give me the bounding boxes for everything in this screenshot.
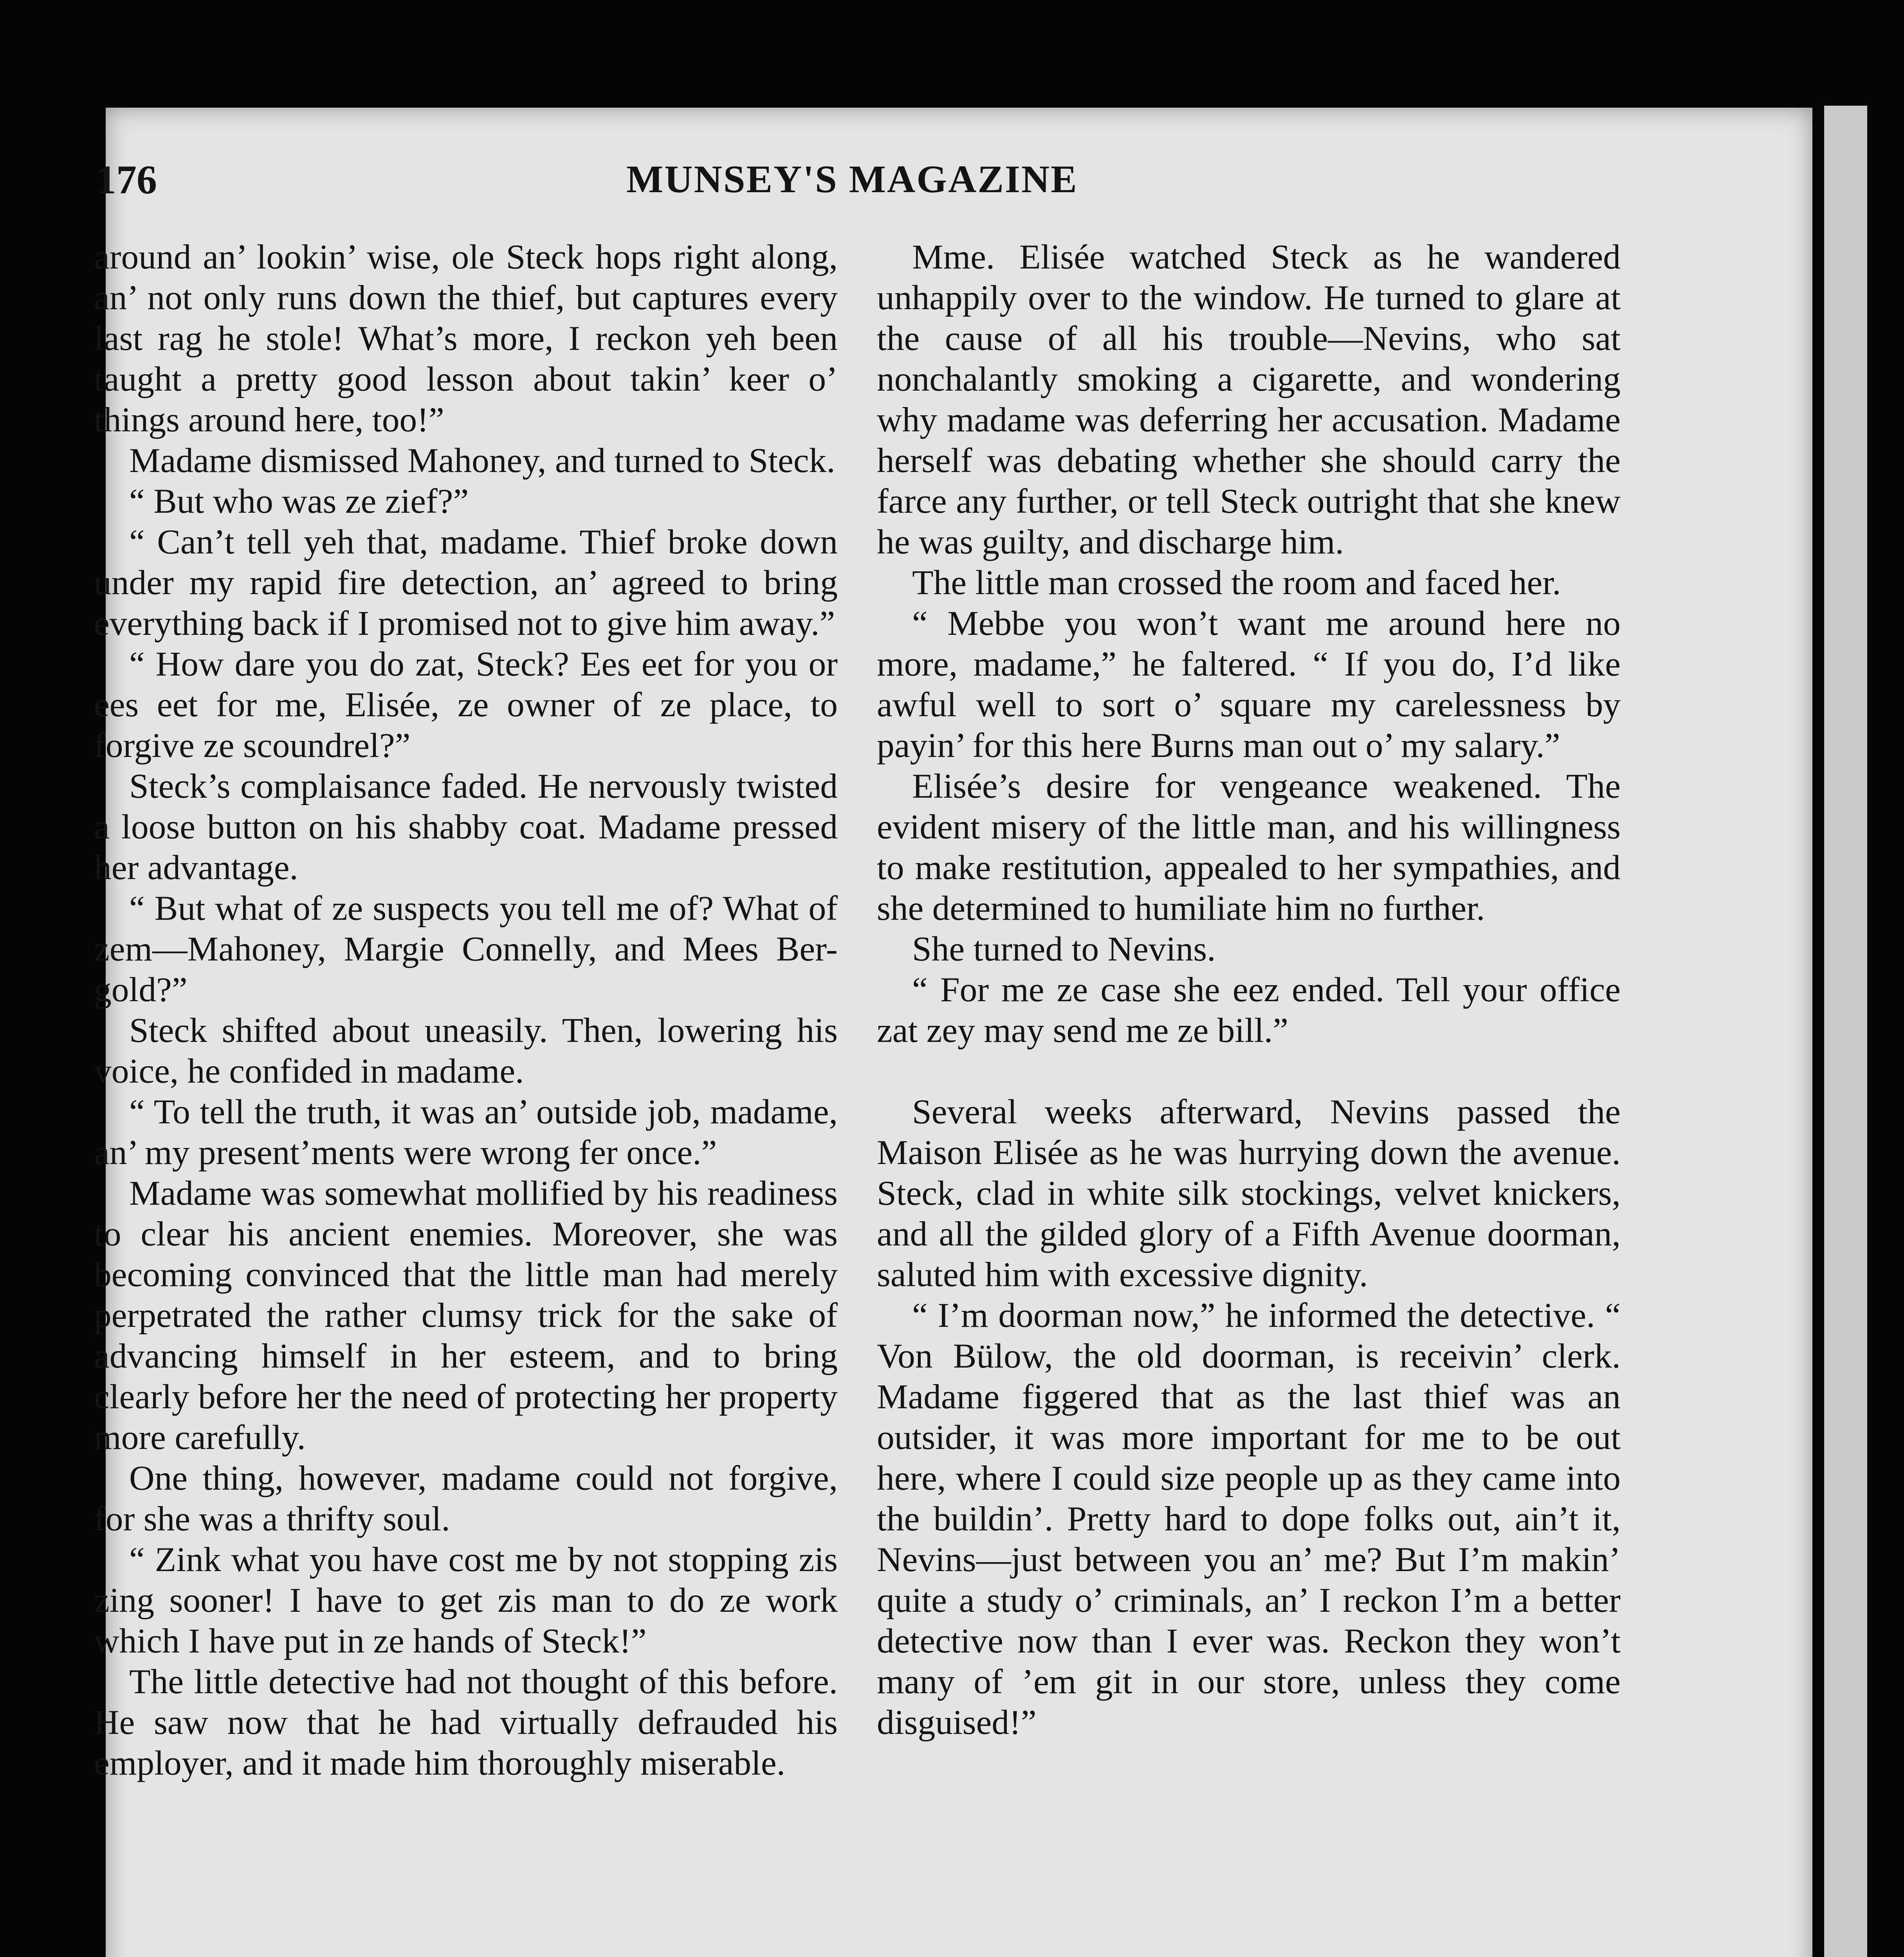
paragraph: “ But who was ze zief?” bbox=[129, 482, 469, 521]
paragraph: “ Zink what you have cost me by not stopping zis zing sooner! I have to get zis man to do ze work which I have put in ze hands of Steck!” bbox=[94, 1540, 838, 1660]
page-number: 176 bbox=[96, 157, 157, 202]
paragraph: “ I’m doorman now,” he informed the detective. “ Von Bülow, the old doorman, is receivin’ clerk. Madame figgered that as the last thief was an outsider, it was more important for me to be out here, where I could size people up as they came into the buildin’. Pretty hard to dope folks out, ain’t it, Nevins—just between you an’ me? But I’m makin’ quite a study o’ criminals, an’ I reckon I’m a better detective now than I ever was. Reckon they won’t many of ’em git in our store, unless they come disguised!” bbox=[877, 1296, 1621, 1742]
paragraph: The little detective had not thought of this before. He saw now that he had virtually defrauded his employer, and it made him thoroughly miserable. bbox=[94, 1662, 838, 1782]
running-head: MUNSEY'S MAGAZINE bbox=[626, 157, 1078, 201]
next-page-edge bbox=[1824, 106, 1867, 1957]
paragraph: around an’ lookin’ wise, ole Steck hops right along, an’ not only runs down the thief, but captures every last rag he stole! What’s more, I reckon yeh been taught a pretty good lesson about takin’ keer o’ things around here, too!” bbox=[94, 238, 838, 439]
paragraph: Steck shifted about uneasily. Then, lowering his voice, he confided in madame. bbox=[94, 1011, 838, 1090]
paragraph: “ For me ze case she eez ended. Tell your office zat zey may send me ze bill.” bbox=[877, 970, 1621, 1050]
paragraph: The little man crossed the room and faced her. bbox=[912, 563, 1561, 602]
paragraph: “ To tell the truth, it was an’ outside job, madame, an’ my present’ments were wrong fer once.” bbox=[94, 1092, 838, 1172]
right-column bbox=[877, 237, 1621, 1743]
paragraph: Several weeks afterward, Nevins passed the Maison Elisée as he was hurrying down the avenue. Steck, clad in white silk stockings, velvet knickers, and all the gilded glory of a Fifth Avenue doorman, saluted him with excessive dignity. bbox=[877, 1092, 1621, 1294]
paragraph: Madame dismissed Mahoney, and turned to Steck. bbox=[129, 441, 835, 480]
paragraph: Mme. Elisée watched Steck as he wandered unhappily over to the window. He turned to glare at the cause of all his trouble—Nevins, who sat nonchalantly smoking a cigarette, and wondering why madame was deferring her accusation. Madame herself was debating whether she should carry the farce any further, or tell Steck outright that she knew he was guilty, and discharge him. bbox=[877, 238, 1621, 561]
paragraph: Steck’s complaisance faded. He nervously twisted a loose button on his shabby coat. Madame pressed her advantage. bbox=[94, 767, 838, 887]
paragraph: “ But what of ze suspects you tell me of? What of zem—Mahoney, Margie Connelly, and Mees Ber-gold?” bbox=[94, 889, 838, 1009]
paragraph: “ How dare you do zat, Steck? Ees eet for you or ees eet for me, Elisée, ze owner of ze place, to forgive ze scoundrel?” bbox=[94, 645, 838, 765]
paragraph: “ Can’t tell yeh that, madame. Thief broke down under my rapid fire detection, an’ agreed to bring everything back if I promised not to give him away.” bbox=[94, 523, 838, 643]
paragraph: She turned to Nevins. bbox=[912, 930, 1216, 968]
paragraph: “ Mebbe you won’t want me around here no more, madame,” he faltered. “ If you do, I’d like awful well to sort o’ square my carelessness by payin’ for this here Burns man out o’ my salary.” bbox=[877, 604, 1621, 765]
paragraph: Madame was somewhat mollified by his readiness to clear his ancient enemies. Moreover, she was becoming convinced that the little man had merely perpetrated the rather clumsy trick for the sake of advancing himself in her esteem, and to bring clearly before her the need of protecting her property more carefully. bbox=[94, 1174, 838, 1457]
paragraph: One thing, however, madame could not forgive, for she was a thrifty soul. bbox=[94, 1459, 838, 1538]
paragraph: Elisée’s desire for vengeance weakened. The evident misery of the little man, and his willingness to make restitution, appealed to her sympathies, and she determined to humiliate him no further. bbox=[877, 767, 1621, 928]
left-column bbox=[94, 237, 838, 1784]
